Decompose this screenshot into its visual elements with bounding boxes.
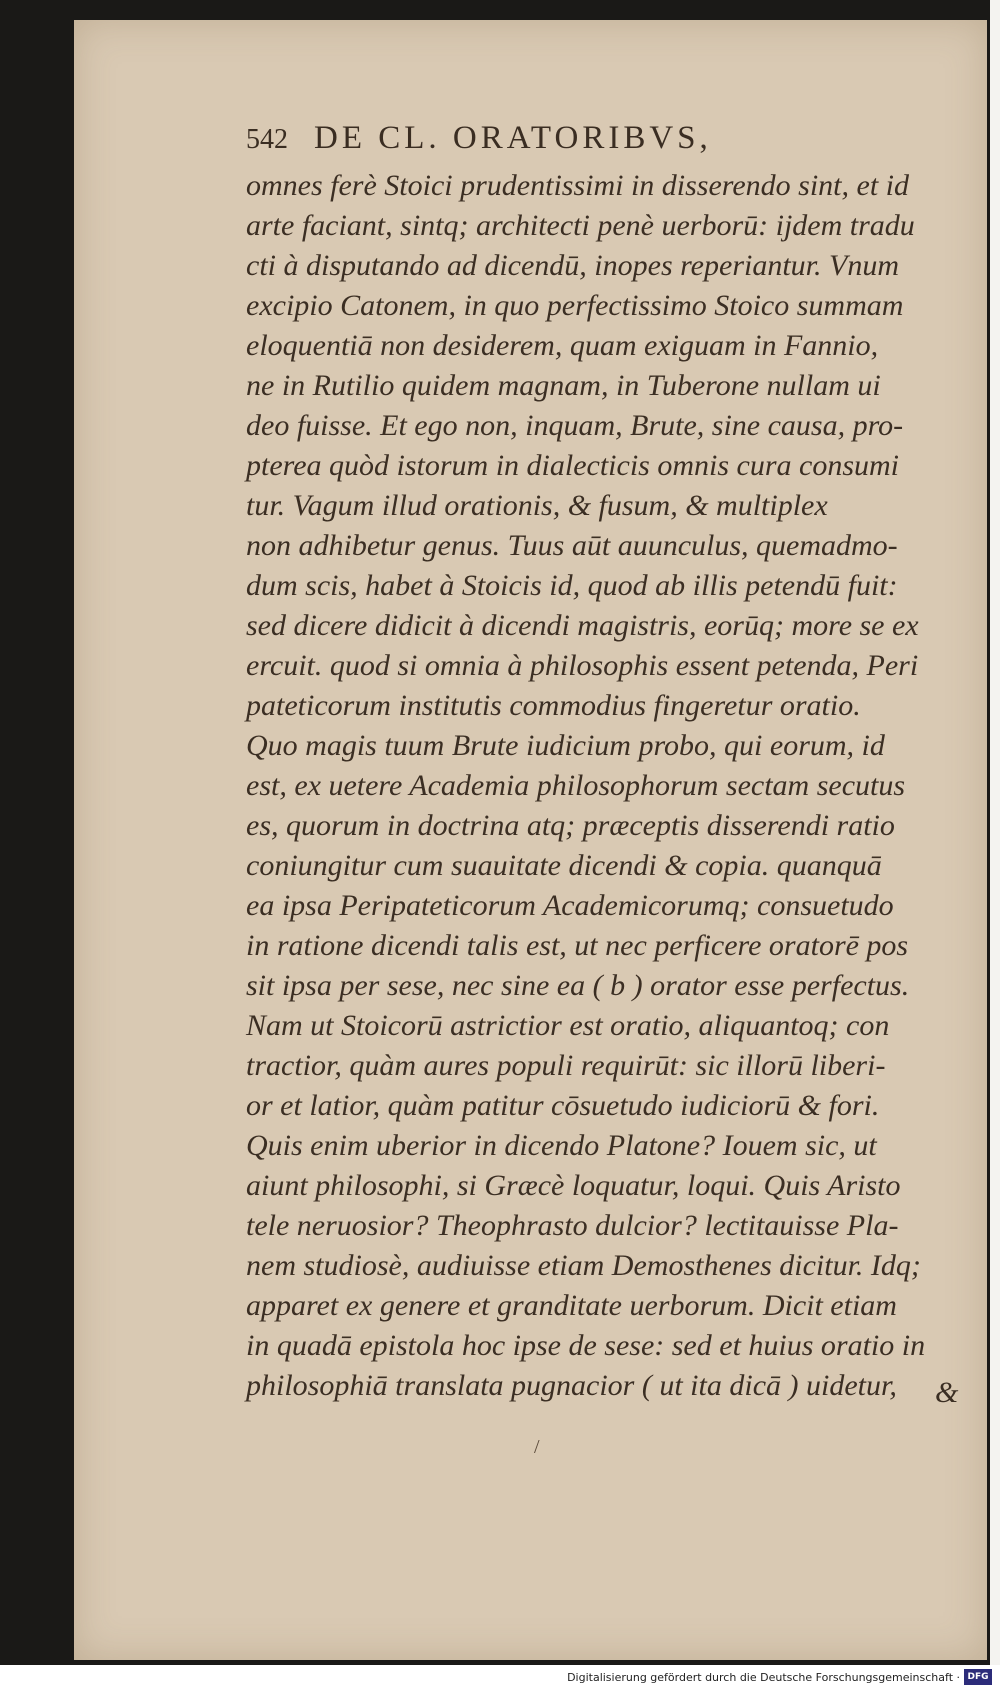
text-line: Quo magis tuum Brute iudicium probo, qui eorum, id bbox=[246, 729, 885, 762]
digitization-footer bbox=[0, 1665, 1000, 1693]
text-line: aiunt philosophi, si Græcè loquatur, loqui. Quis Aristo bbox=[246, 1169, 901, 1202]
text-line: coniungitur cum suauitate dicendi & copia. quanquā bbox=[246, 849, 882, 882]
page-header bbox=[246, 120, 986, 166]
catchword: & bbox=[935, 1376, 959, 1409]
page-text-block bbox=[246, 120, 986, 1406]
text-line: nem studiosè, audiuisse etiam Demosthenes dicitur. Idq; bbox=[246, 1249, 921, 1282]
text-line: omnes ferè Stoici prudentissimi in disserendo sint, et id bbox=[246, 169, 910, 202]
text-line: eloquentiā non desiderem, quam exiguam in Fannio, bbox=[246, 329, 879, 362]
text-line: apparet ex genere et granditate uerborum. Dicit etiam bbox=[246, 1289, 897, 1322]
dfg-logo: DFG bbox=[964, 1669, 992, 1685]
body-text bbox=[246, 166, 986, 1406]
text-line: ercuit. quod si omnia à philosophis essent petenda, Peri bbox=[246, 649, 919, 682]
text-line: sit ipsa per sese, nec sine ea ( b ) orator esse perfectus. bbox=[246, 969, 910, 1002]
text-line: in ratione dicendi talis est, ut nec perficere oratorē pos bbox=[246, 929, 909, 962]
text-line: cti à disputando ad dicendū, inopes reperiantur. Vnum bbox=[246, 249, 899, 282]
page-number: 542 bbox=[246, 124, 288, 155]
text-line: est, ex uetere Academia philosophorum sectam secutus bbox=[246, 769, 906, 802]
text-line: tractior, quàm aures populi requirūt: sic illorū liberi- bbox=[246, 1049, 886, 1082]
text-line: Nam ut Stoicorū astrictior est oratio, aliquantoq; con bbox=[246, 1009, 890, 1042]
text-line: tur. Vagum illud orationis, & fusum, & multiplex bbox=[246, 489, 828, 522]
text-line: dum scis, habet à Stoicis id, quod ab illis petendū fuit: bbox=[246, 569, 898, 602]
text-line: deo fuisse. Et ego non, inquam, Brute, sine causa, pro- bbox=[246, 409, 904, 442]
text-line: tele neruosior? Theophrasto dulcior? lectitauisse Pla- bbox=[246, 1209, 899, 1242]
text-line: or et latior, quàm patitur cōsuetudo iudiciorū & fori. bbox=[246, 1089, 880, 1122]
text-line: Quis enim uberior in dicendo Platone? Iouem sic, ut bbox=[246, 1129, 877, 1162]
text-line: arte faciant, sintq; architecti penè uerborū: ijdem tradu bbox=[246, 209, 915, 242]
running-head: DE CL. ORATORIBVS, bbox=[314, 120, 712, 156]
stray-mark: / bbox=[534, 1436, 540, 1458]
text-line: pterea quòd istorum in dialecticis omnis cura consumi bbox=[246, 449, 899, 482]
text-line: excipio Catonem, in quo perfectissimo Stoico summam bbox=[246, 289, 904, 322]
text-line: pateticorum institutis commodius fingeretur oratio. bbox=[246, 689, 861, 722]
text-line: in quadā epistola hoc ipse de sese: sed et huius oratio in bbox=[246, 1329, 926, 1362]
scan-right-edge bbox=[990, 0, 1000, 1693]
text-line: ea ipsa Peripateticorum Academicorumq; consuetudo bbox=[246, 889, 894, 922]
text-line: sed dicere didicit à dicendi magistris, eorūq; more se ex bbox=[246, 609, 919, 642]
footer-credit: Digitalisierung gefördert durch die Deutsche Forschungsgemeinschaft · bbox=[567, 1671, 960, 1684]
text-line: philosophiā translata pugnacior ( ut ita dicā ) uidetur, bbox=[246, 1369, 897, 1402]
text-line: non adhibetur genus. Tuus aūt auunculus, quemadmo- bbox=[246, 529, 898, 562]
text-line: es, quorum in doctrina atq; præceptis disserendi ratio bbox=[246, 809, 895, 842]
text-line: ne in Rutilio quidem magnam, in Tuberone nullam ui bbox=[246, 369, 881, 402]
